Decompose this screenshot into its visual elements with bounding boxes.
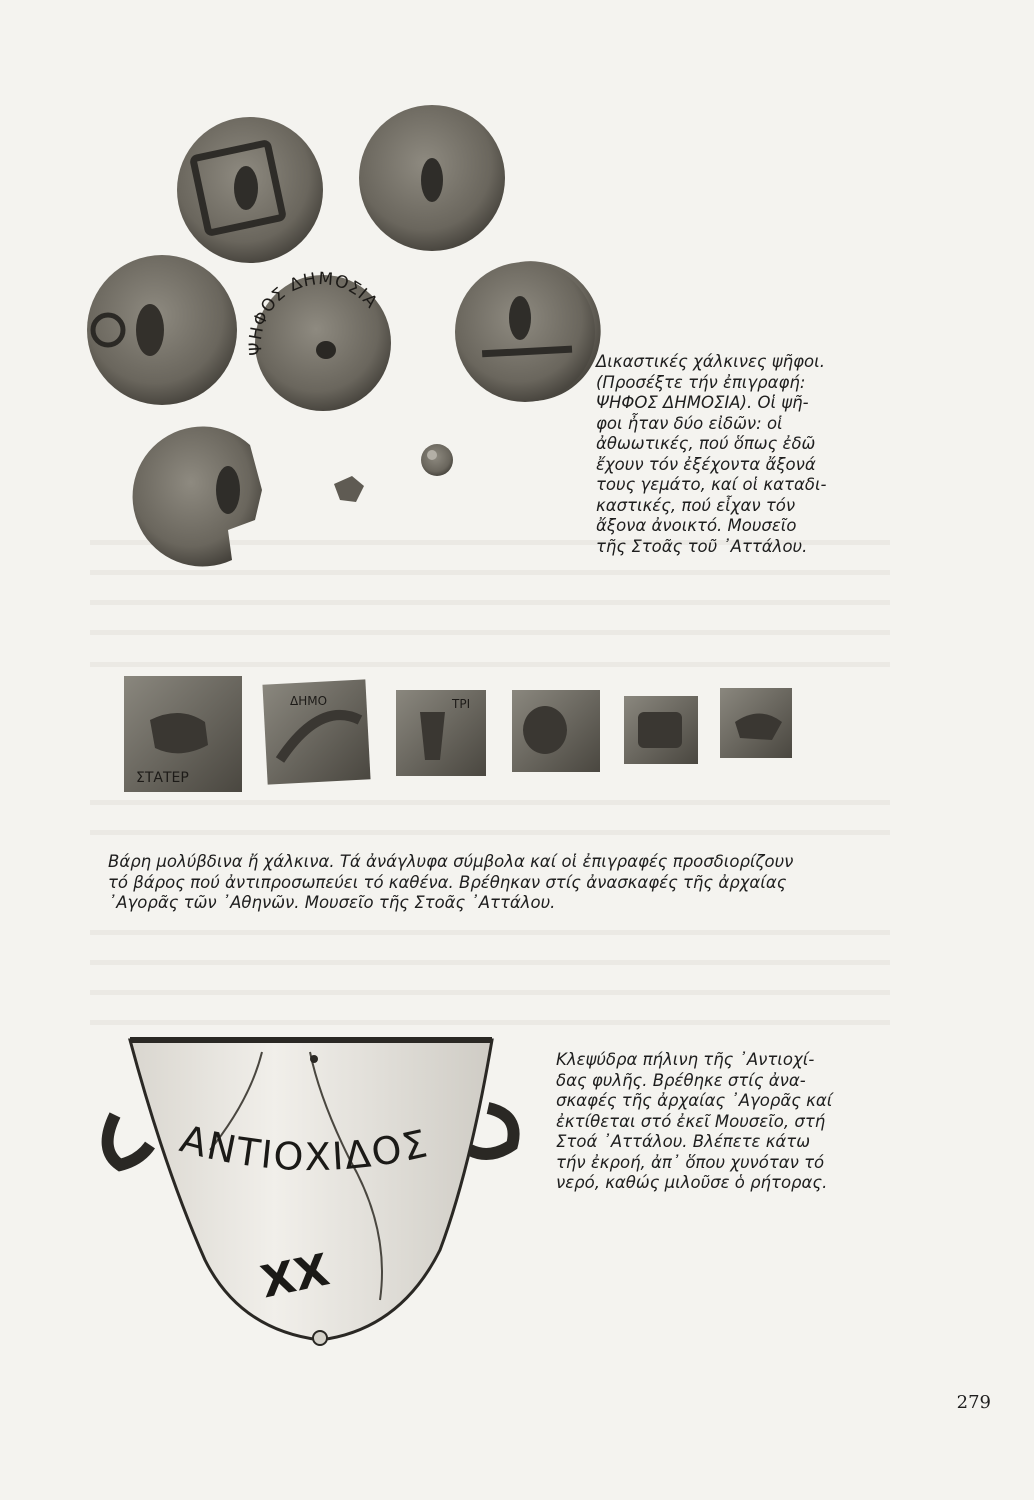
weight-1: [124, 676, 242, 792]
caption-line: δας φυλῆς. Βρέθηκε στίς ἀνα-: [556, 1070, 806, 1090]
caption-line: Κλεψύδρα πήλινη τῆς ᾿Αντιοχί-: [556, 1050, 815, 1069]
weight-3-inscription: ΤΡΙ: [452, 697, 471, 711]
ballot-inscription: ΨΗΦΟΣ ΔΗΜΟΣΙΑ: [245, 268, 382, 357]
ballot-broken: [133, 426, 262, 566]
weight-3: [396, 690, 486, 776]
klepsydra-inscription: ΑΝΤΙΟΧΙΔΟΣ: [175, 1116, 433, 1180]
caption-ballots: [596, 352, 841, 557]
klepsydra: [108, 1040, 514, 1345]
weight-2-inscription: ΔΗΜΟ: [290, 694, 328, 708]
caption-line: ΨΗΦΟΣ ΔΗΜΟΣΙΑ). Οἱ ψῆ-: [596, 393, 809, 412]
caption-line: Βάρη μολύβδινα ἤ χάλκινα. Τά ἀνάγλυφα σύμβολα καί οἱ ἐπιγραφές προσδιορίζουν: [108, 852, 794, 871]
caption-line: τῆς Στοᾶς τοῦ ᾿Αττάλου.: [596, 536, 808, 556]
caption-line: Στοά ᾿Αττάλου. Βλέπετε κάτω: [556, 1132, 811, 1151]
caption-line: (Προσέξτε τήν ἐπιγραφή:: [596, 372, 806, 392]
ballot-top-left: [177, 117, 323, 263]
small-sphere: [421, 444, 453, 476]
page-number: 279: [956, 1392, 991, 1413]
weight-6: [720, 688, 792, 758]
caption-line: ἐκτίθεται στό ἐκεῖ Μουσεῖο, στή: [556, 1111, 826, 1131]
weight-2: [262, 679, 370, 784]
ballot-inscribed: [246, 269, 391, 411]
caption-line: Δικαστικές χάλκινες ψῆφοι.: [596, 352, 825, 371]
caption-line: φοι ἦταν δύο εἰδῶν: οἱ: [596, 413, 783, 433]
caption-line: ᾿Αγορᾶς τῶν ᾿Αθηνῶν. Μουσεῖο τῆς Στοᾶς ᾿Αττάλου.: [108, 893, 556, 912]
weight-4: [512, 690, 600, 772]
ballot-top-right: [359, 105, 505, 251]
weight-1-inscription: ΣΤΑΤΕΡ: [136, 770, 189, 786]
caption-klepsydra: [556, 1050, 846, 1194]
caption-line: σκαφές τῆς ἀρχαίας ᾿Αγορᾶς καί: [556, 1091, 833, 1110]
caption-line: ἀθωωτικές, πού ὅπως ἐδῶ: [596, 434, 816, 453]
caption-weights: [108, 852, 868, 914]
caption-line: τό βάρος πού ἀντιπροσωπεύει τό καθένα. Βρέθηκαν στίς ἀνασκαφές τῆς ἀρχαίας: [108, 872, 787, 892]
caption-line: τους γεμάτο, καί οἱ καταδι-: [596, 475, 827, 494]
small-fragment: [334, 476, 364, 502]
caption-line: ἔχουν τόν ἐξέχοντα ἄξονά: [596, 454, 816, 474]
ballot-middle-left: [87, 255, 237, 405]
caption-line: καστικές, πού εἶχαν τόν: [596, 495, 796, 515]
caption-line: ἄξονα ἀνοικτό. Μουσεῖο: [596, 516, 797, 535]
weight-5: [624, 696, 698, 764]
ballot-middle-right: [455, 261, 601, 402]
caption-line: τήν ἐκροή, ἀπ᾿ ὅπου χυνόταν τό: [556, 1152, 825, 1172]
klepsydra-mark: XX: [256, 1244, 334, 1309]
caption-line: νερό, καθώς μιλοῦσε ὁ ρήτορας.: [556, 1173, 828, 1192]
